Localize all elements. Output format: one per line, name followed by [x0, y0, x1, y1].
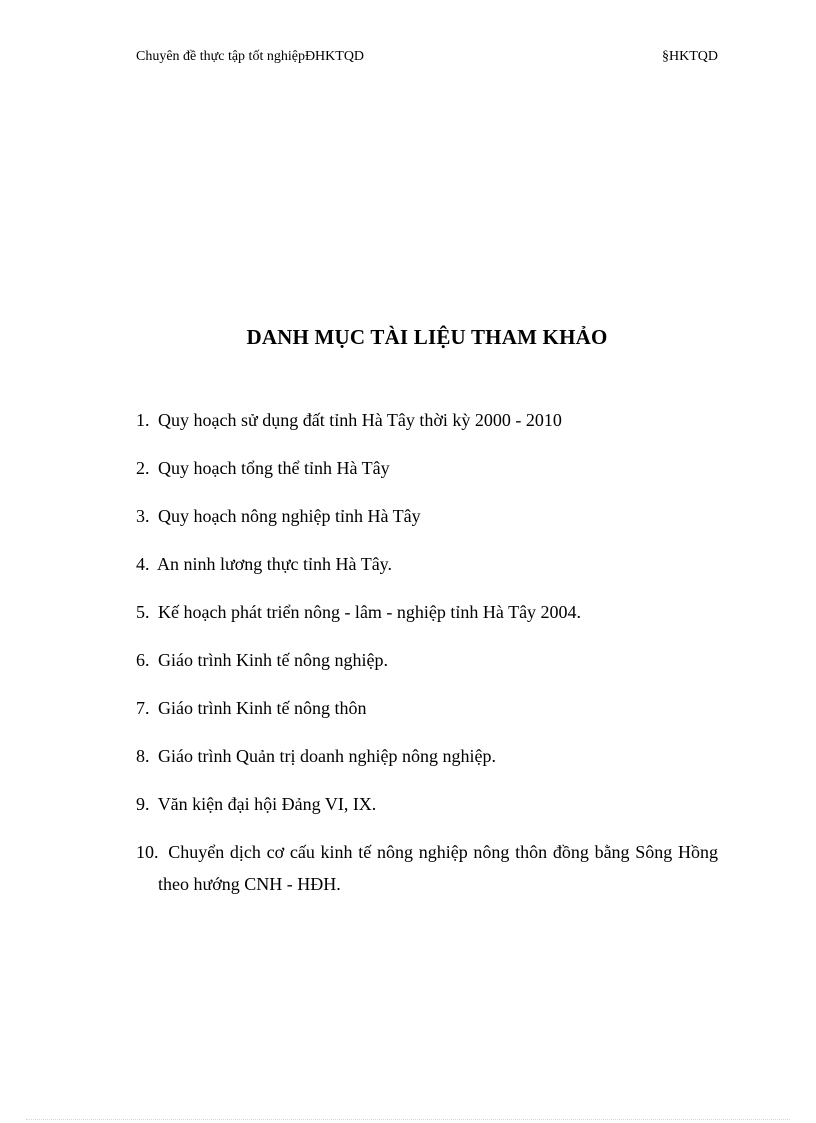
reference-number: 2.: [136, 458, 150, 478]
reference-number: 5.: [136, 602, 150, 622]
reference-list: [136, 408, 718, 924]
reference-number: 4.: [136, 554, 150, 574]
header-left-text: Chuyên đề thực tập tốt nghiệpĐHKTQD: [136, 49, 365, 64]
reference-number: 6.: [136, 650, 150, 670]
reference-text: Quy hoạch sử dụng đất tỉnh Hà Tây thời kỳ 2000 - 2010: [158, 410, 562, 430]
reference-text: Quy hoạch tổng thể tỉnh Hà Tây: [158, 458, 390, 478]
reference-number: 9.: [136, 794, 150, 814]
page-title: DANH MỤC TÀI LIỆU THAM KHẢO: [246, 325, 608, 349]
header-right-text: §HKTQD: [662, 49, 718, 64]
reference-number: 8.: [136, 746, 150, 766]
reference-item-4: [136, 552, 718, 576]
reference-item-7: [136, 696, 718, 720]
reference-item-10: [136, 836, 718, 900]
reference-item-3: [136, 504, 718, 528]
reference-number: 10.: [136, 842, 159, 862]
reference-text: Giáo trình Quản trị doanh nghiệp nông nghiệp.: [158, 746, 496, 766]
reference-number: 3.: [136, 506, 150, 526]
reference-item-5: [136, 600, 718, 624]
reference-item-8: [136, 744, 718, 768]
reference-text: An ninh lương thực tỉnh Hà Tây.: [157, 554, 393, 574]
reference-text: Giáo trình Kinh tế nông nghiệp.: [158, 650, 388, 670]
page-bottom-divider: [26, 1119, 790, 1120]
reference-number: 1.: [136, 410, 150, 430]
reference-item-9: [136, 792, 718, 816]
reference-item-6: [136, 648, 718, 672]
reference-text: Văn kiện đại hội Đảng VI, IX.: [157, 794, 377, 814]
reference-item-2: [136, 456, 718, 480]
reference-text: Quy hoạch nông nghiệp tỉnh Hà Tây: [158, 506, 421, 526]
reference-item-1: [136, 408, 718, 432]
reference-text: Chuyển dịch cơ cấu kinh tế nông nghiệp nông thôn đồng bằng Sông Hồng theo hướng CNH - HĐH.: [158, 842, 719, 894]
reference-text: Kế hoạch phát triển nông - lâm - nghiệp tỉnh Hà Tây 2004.: [158, 602, 582, 622]
reference-number: 7.: [136, 698, 150, 718]
reference-text: Giáo trình Kinh tế nông thôn: [158, 698, 367, 718]
